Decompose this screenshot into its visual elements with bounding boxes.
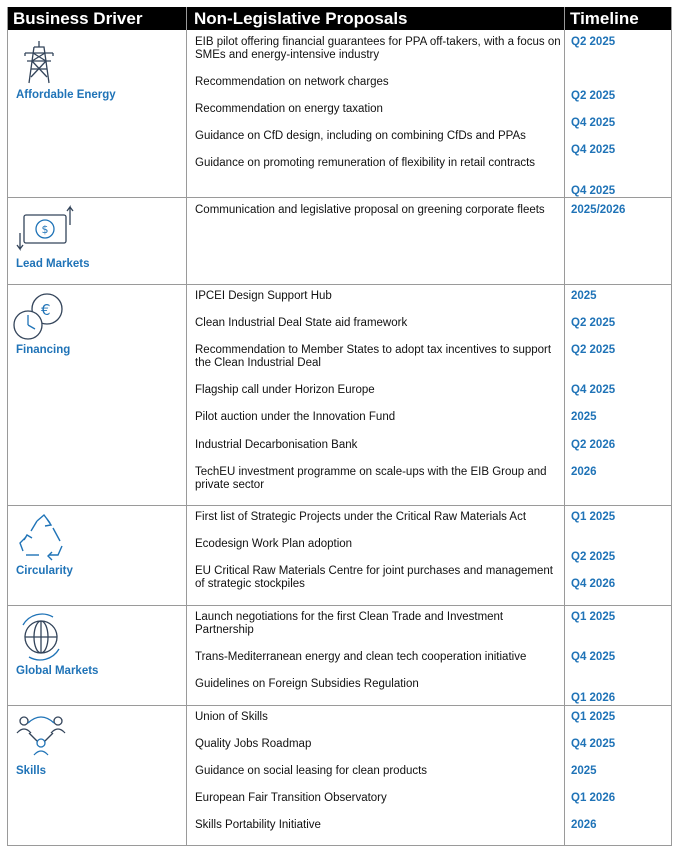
- grid-line: [671, 7, 672, 846]
- timeline-value: Q1 2026: [571, 692, 616, 704]
- list-item: Recommendation on network charges: [195, 76, 389, 88]
- svg-text:€: €: [41, 301, 51, 319]
- list-item: Recommendation on energy taxation: [195, 103, 383, 115]
- timeline-value: Q1 2025: [571, 711, 616, 723]
- table-header: [7, 7, 672, 30]
- list-item: Clean Industrial Deal State aid framework: [195, 317, 408, 329]
- driver-lead-markets: Lead Markets: [16, 258, 90, 270]
- timeline-value: Q2 2025: [571, 317, 616, 329]
- timeline-value: Q4 2025: [571, 384, 616, 396]
- list-item: Union of Skills: [195, 711, 268, 723]
- timeline-value: Q2 2025: [571, 36, 616, 48]
- list-item: European Fair Transition Observatory: [195, 792, 387, 804]
- list-item: Pilot auction under the Innovation Fund: [195, 411, 396, 423]
- people-network-icon: [14, 711, 68, 761]
- timeline-value: Q1 2025: [571, 511, 616, 523]
- list-item: EU Critical Raw Materials Centre for joint purchases and management of strategic stockpiles: [195, 565, 553, 590]
- timeline-value: Q1 2025: [571, 611, 616, 623]
- list-item: Quality Jobs Roadmap: [195, 738, 312, 750]
- driver-affordable-energy: Affordable Energy: [16, 89, 116, 101]
- timeline-value: Q4 2026: [571, 578, 616, 590]
- timeline-value: Q2 2025: [571, 90, 616, 102]
- euro-clock-icon: [13, 291, 67, 343]
- list-item: Industrial Decarbonisation Bank: [195, 439, 358, 451]
- header-proposals: Non-Legislative Proposals: [194, 9, 408, 28]
- timeline-value: Q4 2025: [571, 738, 616, 750]
- driver-global-markets: Global Markets: [16, 665, 99, 677]
- list-item: Guidance on social leasing for clean products: [195, 765, 428, 777]
- timeline-value: Q4 2025: [571, 185, 616, 197]
- list-item: Ecodesign Work Plan adoption: [195, 538, 353, 550]
- timeline-value: Q2 2025: [571, 344, 616, 356]
- timeline-value: 2026: [571, 819, 597, 831]
- list-item: First list of Strategic Projects under the Critical Raw Materials Act: [195, 511, 527, 523]
- section-divider: [7, 705, 672, 706]
- driver-financing: Financing: [16, 344, 71, 356]
- svg-text:$: $: [41, 223, 49, 236]
- globe-icon: [17, 613, 65, 661]
- timeline-value: Q2 2025: [571, 551, 616, 563]
- list-item: TechEU investment programme on scale-ups with the EIB Group and private sector: [195, 466, 547, 491]
- driver-circularity: Circularity: [16, 565, 73, 577]
- grid-line: [186, 7, 187, 846]
- timeline-value: Q4 2025: [571, 144, 616, 156]
- list-item: Communication and legislative proposal on greening corporate fleets: [195, 204, 545, 216]
- header-timeline: Timeline: [570, 9, 639, 28]
- section-divider: [7, 505, 672, 506]
- proposals-table: [7, 7, 672, 846]
- list-item: Recommendation to Member States to adopt tax incentives to support the Clean Industrial Deal: [195, 344, 552, 369]
- timeline-value: Q4 2025: [571, 117, 616, 129]
- list-item: Guidelines on Foreign Subsidies Regulation: [195, 678, 419, 690]
- header-business-driver: Business Driver: [13, 9, 143, 28]
- timeline-value: Q2 2026: [571, 439, 616, 451]
- list-item: Flagship call under Horizon Europe: [195, 384, 375, 396]
- timeline-value: 2025: [571, 765, 597, 777]
- list-item: IPCEI Design Support Hub: [195, 290, 332, 302]
- list-item: EIB pilot offering financial guarantees for PPA off-takers, with a focus on SMEs and energy-intensive industry: [195, 36, 561, 61]
- section-divider: [7, 197, 672, 198]
- list-item: Launch negotiations for the first Clean Trade and Investment Partnership: [195, 611, 504, 636]
- timeline-value: 2025: [571, 411, 597, 423]
- power-pylon-icon: [22, 39, 56, 85]
- list-item: Trans-Mediterranean energy and clean tech cooperation initiative: [195, 651, 527, 663]
- timeline-value: 2026: [571, 466, 597, 478]
- recycle-icon: [17, 513, 71, 561]
- list-item: Guidance on CfD design, including on combining CfDs and PPAs: [195, 130, 526, 142]
- section-divider: [7, 605, 672, 606]
- list-item: Skills Portability Initiative: [195, 819, 321, 831]
- grid-line: [7, 7, 8, 846]
- timeline-value: 2025/2026: [571, 204, 626, 216]
- list-item: Guidance on promoting remuneration of flexibility in retail contracts: [195, 157, 536, 169]
- money-exchange-icon: [16, 203, 78, 255]
- timeline-value: Q4 2025: [571, 651, 616, 663]
- section-divider: [7, 284, 672, 285]
- section-divider: [7, 845, 672, 846]
- timeline-value: Q1 2026: [571, 792, 616, 804]
- timeline-value: 2025: [571, 290, 597, 302]
- driver-skills: Skills: [16, 765, 47, 777]
